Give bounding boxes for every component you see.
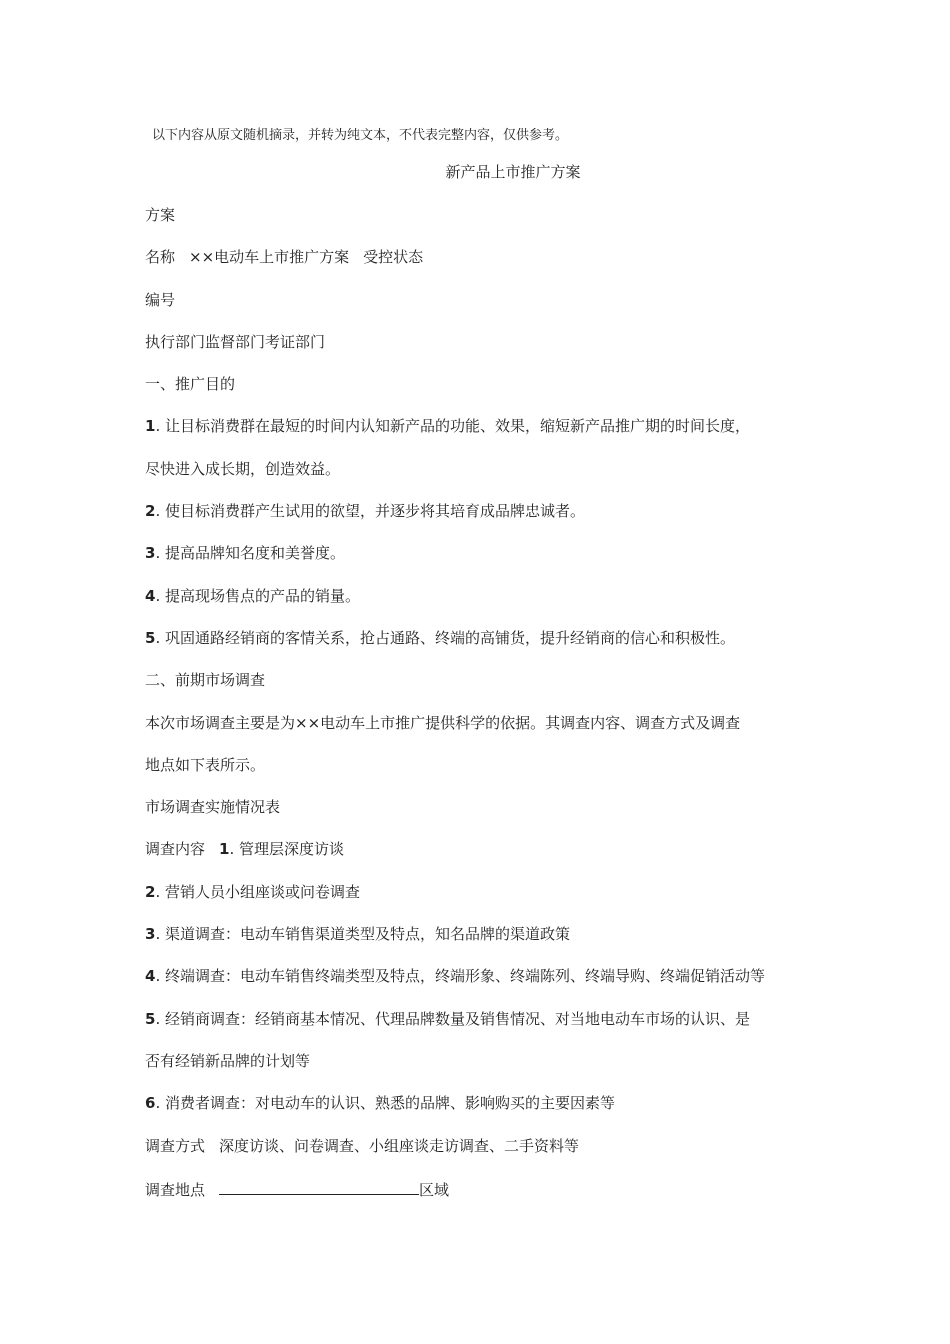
list-item: 3. 渠道调查：电动车销售渠道类型及特点，知名品牌的渠道政策 bbox=[145, 925, 570, 944]
list-item: 4. 提高现场售点的产品的销量。 bbox=[145, 586, 360, 605]
list-item: 2. 使目标消费群产生试用的欲望，并逐步将其培育成品牌忠诚者。 bbox=[145, 502, 585, 521]
list-item: 3. 提高品牌知名度和美誉度。 bbox=[145, 544, 345, 563]
list-item: 调查内容 1. 管理层深度访谈 bbox=[145, 840, 344, 859]
section-heading: 二、前期市场调查 bbox=[145, 671, 266, 690]
text-line: 编号 bbox=[145, 290, 176, 309]
section-heading: 一、推广目的 bbox=[145, 375, 236, 394]
text-line: 调查方式 深度访谈、问卷调查、小组座谈走访调查、二手资料等 bbox=[145, 1136, 580, 1155]
fill-in-blank bbox=[219, 1177, 419, 1195]
text-line: 名称 ××电动车上市推广方案 受控状态 bbox=[145, 248, 424, 267]
text-line: 尽快进入成长期，创造效益。 bbox=[145, 459, 341, 478]
text-line: 地点如下表所示。 bbox=[145, 755, 266, 774]
list-item: 1. 让目标消费群在最短的时间内认知新产品的功能、效果，缩短新产品推广期的时间长度， bbox=[145, 417, 750, 436]
text-line: 方案 bbox=[145, 206, 176, 224]
document-body bbox=[145, 204, 815, 1219]
list-item: 2. 营销人员小组座谈或问卷调查 bbox=[145, 882, 360, 901]
excerpt-note: 以下内容从原文随机摘录，并转为纯文本，不代表完整内容，仅供参考。 bbox=[152, 128, 569, 143]
text-line: 执行部门监督部门考证部门 bbox=[145, 332, 326, 351]
list-item: 5. 经销商调查：经销商基本情况、代理品牌数量及销售情况、对当地电动车市场的认识、是 bbox=[145, 1009, 750, 1028]
list-item: 6. 消费者调查：对电动车的认识、熟悉的品牌、影响购买的主要因素等 bbox=[145, 1094, 615, 1113]
list-item: 5. 巩固通路经销商的客情关系，抢占通路、终端的高铺货，提升经销商的信心和积极性。 bbox=[145, 628, 735, 647]
text-line: 本次市场调查主要是为××电动车上市推广提供科学的依据。其调查内容、调查方式及调查 bbox=[145, 713, 741, 732]
document-title: 新产品上市推广方案 bbox=[445, 163, 581, 181]
list-item: 4. 终端调查：电动车销售终端类型及特点，终端形象、终端陈列、终端导购、终端促销活动等 bbox=[145, 967, 765, 986]
text-line: 否有经销新品牌的计划等 bbox=[145, 1051, 311, 1070]
text-line: 调查地点 区域 bbox=[145, 1177, 815, 1219]
table-caption: 市场调查实施情况表 bbox=[145, 798, 281, 817]
